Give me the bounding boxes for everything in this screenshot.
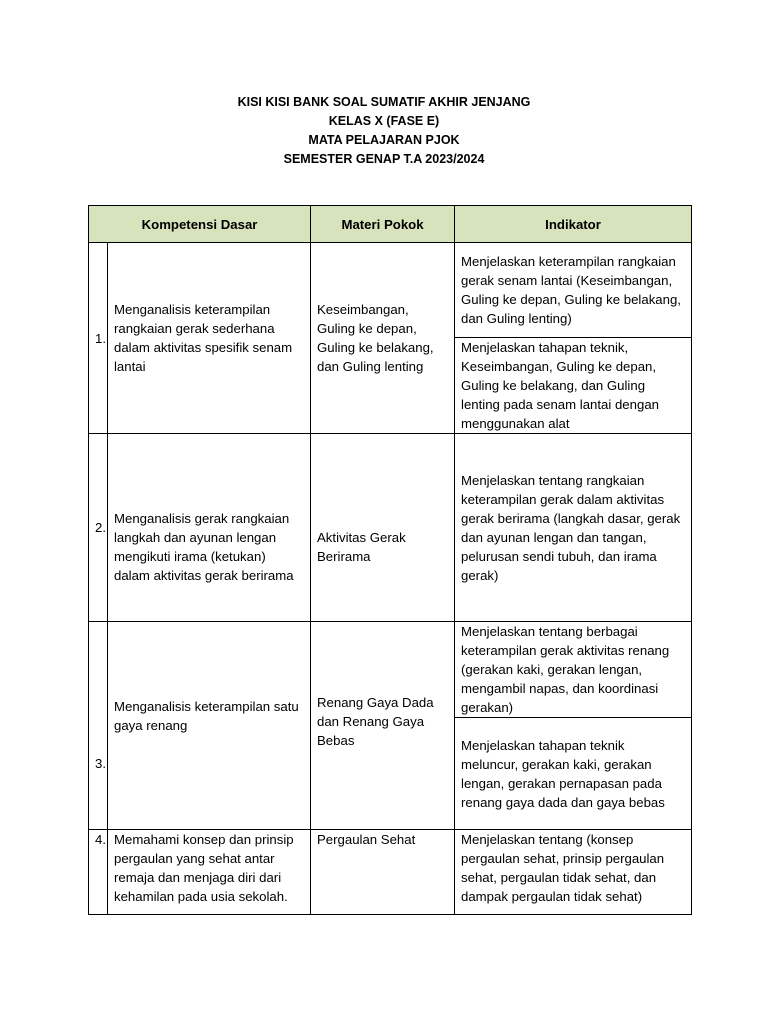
row-number: 3. (89, 622, 108, 830)
indikator-cell: Menjelaskan tahapan teknik, Keseimbangan, Guling ke depan, Guling ke belakang, dan Guling lenting pada senam lantai dengan menggunakan alat (455, 338, 692, 434)
indikator-cell: Menjelaskan tentang (konsep pergaulan sehat, prinsip pergaulan sehat, pergaulan tidak sehat, dan dampak pergaulan tidak sehat) (455, 830, 692, 915)
indikator-cell: Menjelaskan tentang rangkaian keterampilan gerak dalam aktivitas gerak berirama (langkah dasar, gerak dan ayunan lengan dan tangan, pelurusan sendi tubuh, dan irama gerak) (455, 434, 692, 622)
indikator-cell: Menjelaskan tentang berbagai keterampilan gerak aktivitas renang (gerakan kaki, gerakan lengan, mengambil napas, dan koordinasi gerakan) (455, 622, 692, 718)
header-indikator: Indikator (455, 206, 692, 243)
row-number: 4. (89, 830, 108, 915)
title-line-1: KISI KISI BANK SOAL SUMATIF AKHIR JENJANG (237, 95, 531, 109)
header-materi-pokok: Materi Pokok (311, 206, 455, 243)
title-line-2: KELAS X (FASE E) (328, 114, 440, 128)
header-kompetensi-dasar: Kompetensi Dasar (89, 206, 311, 243)
row-number: 2. (89, 434, 108, 622)
table-row (89, 622, 692, 718)
title-line-4: SEMESTER GENAP T.A 2023/2024 (283, 152, 485, 166)
row-number: 1. (89, 243, 108, 434)
title-line-3: MATA PELAJARAN PJOK (308, 133, 460, 147)
indikator-cell: Menjelaskan tahapan teknik meluncur, gerakan kaki, gerakan lengan, gerakan pernapasan pada renang gaya dada dan gaya bebas (455, 718, 692, 830)
table-row (89, 830, 692, 915)
kisi-kisi-table (88, 205, 692, 915)
document-title (0, 93, 768, 169)
kompetensi-cell: Menganalisis keterampilan satu gaya renang (108, 622, 311, 830)
kompetensi-cell: Menganalisis gerak rangkaian langkah dan ayunan lengan mengikuti irama (ketukan) dalam aktivitas gerak berirama (108, 434, 311, 622)
indikator-cell: Menjelaskan keterampilan rangkaian gerak senam lantai (Keseimbangan, Guling ke depan, Guling ke belakang, dan Guling lenting) (455, 243, 692, 338)
materi-cell: Pergaulan Sehat (311, 830, 455, 915)
kompetensi-cell: Menganalisis keterampilan rangkaian gerak sederhana dalam aktivitas spesifik senam lantai (108, 243, 311, 434)
kompetensi-cell: Memahami konsep dan prinsip pergaulan yang sehat antar remaja dan menjaga diri dari kehamilan pada usia sekolah. (108, 830, 311, 915)
table-row (89, 434, 692, 622)
table-header-row (89, 206, 692, 243)
materi-cell: Renang Gaya Dada dan Renang Gaya Bebas (311, 622, 455, 830)
table-row (89, 243, 692, 338)
materi-cell: Aktivitas Gerak Berirama (311, 434, 455, 622)
materi-cell: Keseimbangan, Guling ke depan, Guling ke belakang, dan Guling lenting (311, 243, 455, 434)
